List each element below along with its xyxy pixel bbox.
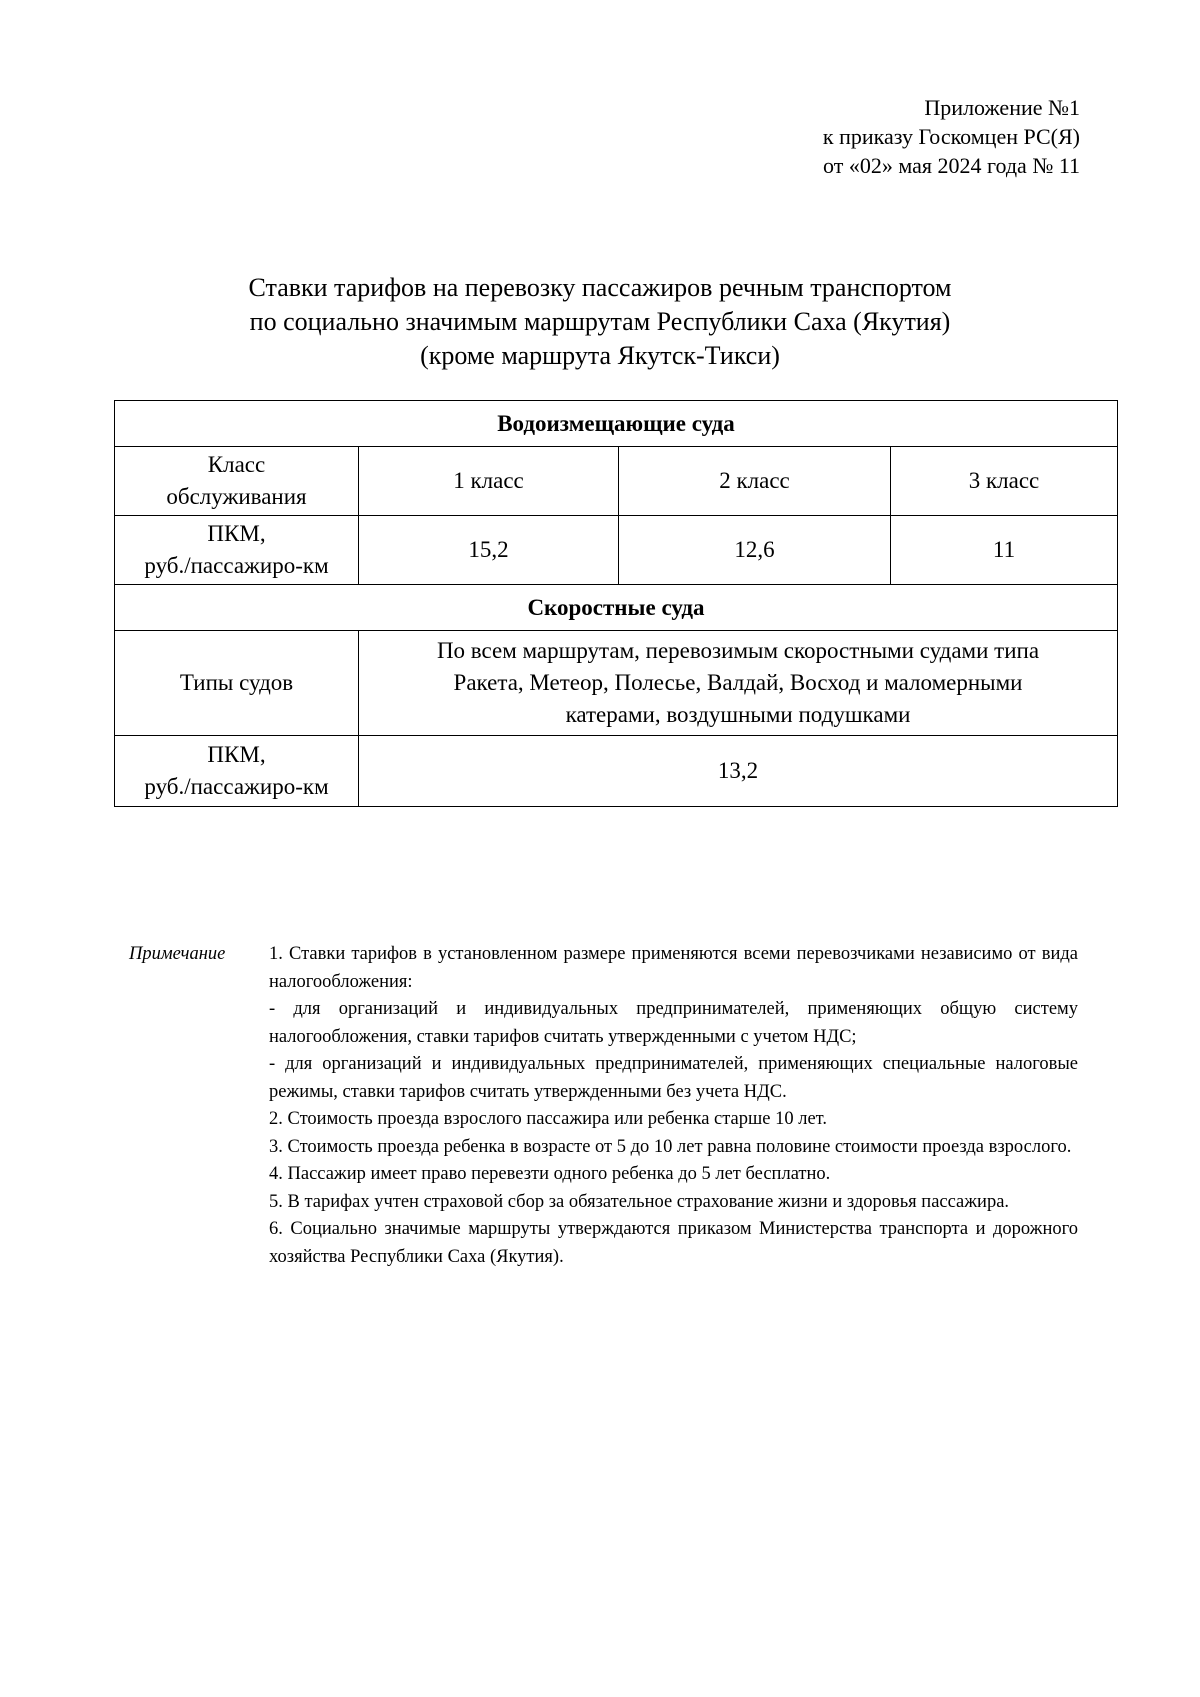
pkm-label-line-2: руб./пассажиро-км — [144, 553, 329, 578]
section-row-highspeed — [115, 585, 1118, 631]
pkm-label — [115, 516, 359, 585]
table-row-vessel-types — [115, 631, 1118, 736]
section-row-displacement — [115, 401, 1118, 447]
pkm-highspeed-value: 13,2 — [359, 736, 1118, 807]
table-row-pkm-displacement — [115, 516, 1118, 585]
vessel-types-line-3: катерами, воздушными подушками — [565, 702, 911, 727]
document-title — [0, 271, 1200, 373]
note-item: 4. Пассажир имеет право перевезти одного ребенка до 5 лет бесплатно. — [269, 1164, 831, 1184]
vessel-types-line-1: По всем маршрутам, перевозимым скоростными судами типа — [436, 638, 1040, 663]
vessel-types-line-2: Ракета, Метеор, Полесье, Валдай, Восход и маломерными — [453, 670, 1023, 695]
note-item: - для организаций и индивидуальных предпринимателей, применяющих общую систему налогообложения, ставки тарифов считать утвержденными с учетом НДС; — [269, 999, 1078, 1047]
table-row-pkm-highspeed — [115, 736, 1118, 807]
appendix-header — [823, 93, 1080, 180]
table-row-service-class — [115, 447, 1118, 516]
notes-label: Примечание — [129, 944, 226, 964]
pkm-value-class-3: 11 — [891, 516, 1118, 585]
note-item: 2. Стоимость проезда взрослого пассажира или ребенка старше 10 лет. — [269, 1109, 827, 1129]
note-item: 3. Стоимость проезда ребенка в возрасте от 5 до 10 лет равна половине стоимости проезда взрослого. — [269, 1136, 1072, 1157]
note-item: 1. Ставки тарифов в установленном размере применяются всеми перевозчиками независимо от вида налогообложения: — [269, 944, 1078, 992]
appendix-order-date: от «02» мая 2024 года № 11 — [823, 153, 1080, 178]
section-title-highspeed: Скоростные суда — [115, 585, 1118, 631]
vessel-types-label: Типы судов — [115, 631, 359, 736]
pkm-label-line-1: ПКМ, — [207, 521, 266, 546]
pkm-highspeed-label — [115, 736, 359, 807]
title-line-2: по социально значимым маршрутам Республики Саха (Якутия) — [249, 307, 951, 336]
note-item: 5. В тарифах учтен страховой сбор за обязательное страхование жизни и здоровья пассажира. — [269, 1191, 1010, 1212]
service-class-label-line-1: Класс — [207, 452, 266, 477]
note-item: 6. Социально значимые маршруты утверждаются приказом Министерства транспорта и дорожного хозяйства Республики Саха (Якутия). — [269, 1219, 1078, 1267]
section-title-displacement: Водоизмещающие суда — [115, 401, 1118, 447]
title-line-3: (кроме маршрута Якутск-Тикси) — [420, 341, 780, 370]
appendix-order-ref: к приказу Госкомцен РС(Я) — [822, 124, 1080, 149]
pkm-highspeed-label-line-1: ПКМ, — [207, 742, 266, 767]
vessel-types-value — [359, 631, 1118, 736]
note-item: - для организаций и индивидуальных предпринимателей, применяющих специальные налоговые режимы, ставки тарифов считать утвержденными без учета НДС. — [269, 1054, 1078, 1102]
title-line-1: Ставки тарифов на перевозку пассажиров речным транспортом — [248, 273, 952, 302]
pkm-value-class-1: 15,2 — [359, 516, 619, 585]
tariff-table — [114, 400, 1118, 807]
pkm-highspeed-label-line-2: руб./пассажиро-км — [144, 774, 329, 799]
service-class-label-line-2: обслуживания — [166, 484, 307, 509]
class-3-header: 3 класс — [891, 447, 1118, 516]
appendix-number: Приложение №1 — [924, 95, 1080, 120]
notes-list — [269, 941, 1078, 1271]
pkm-value-class-2: 12,6 — [619, 516, 891, 585]
class-1-header: 1 класс — [359, 447, 619, 516]
service-class-label — [115, 447, 359, 516]
class-2-header: 2 класс — [619, 447, 891, 516]
